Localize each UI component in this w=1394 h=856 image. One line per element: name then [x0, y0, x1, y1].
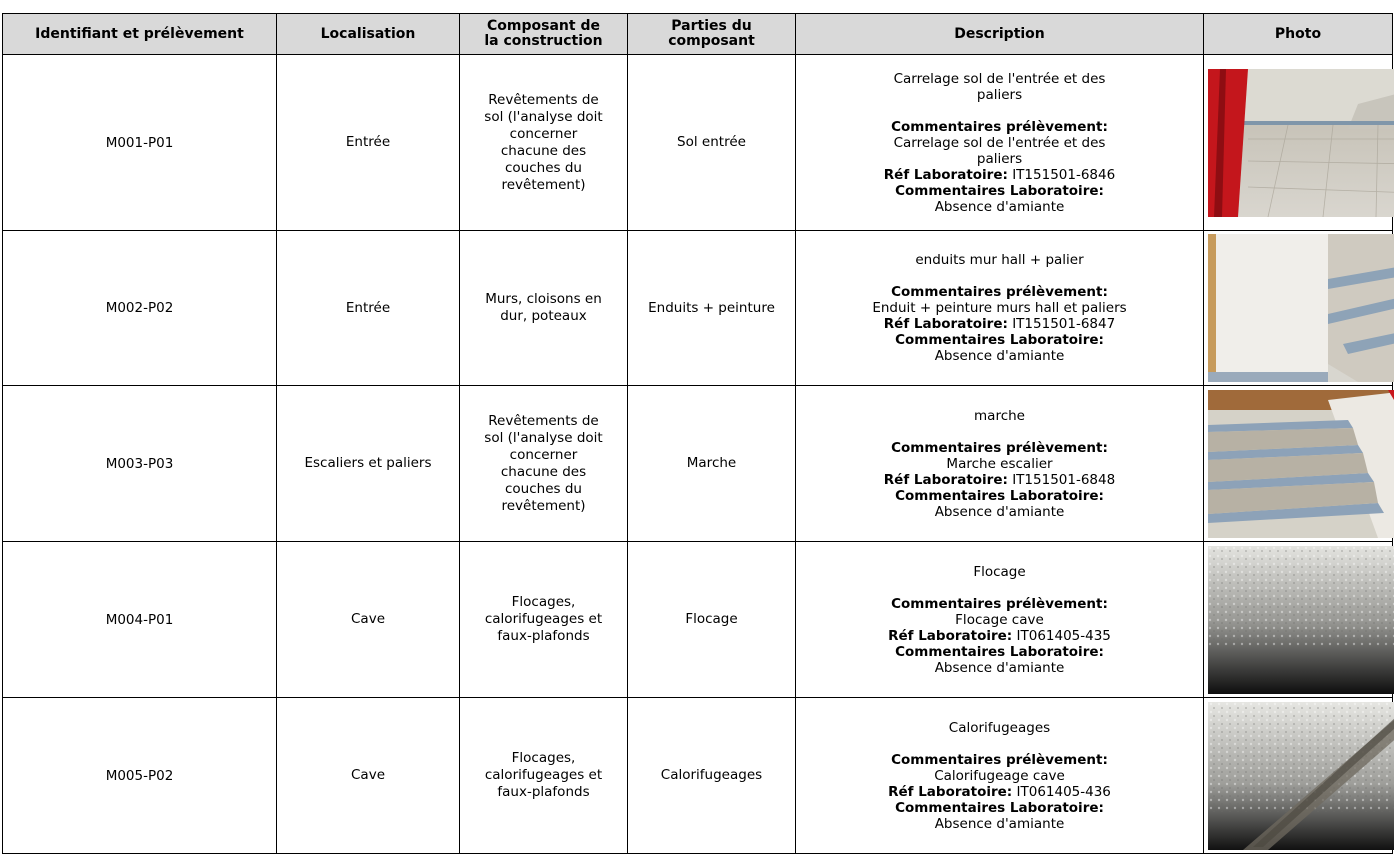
composant-line: calorifugeages et — [484, 767, 603, 783]
sampling-comment-line: Marche escalier — [946, 455, 1053, 472]
table-row — [3, 542, 1393, 698]
table-row — [3, 231, 1393, 386]
table-row — [3, 55, 1393, 231]
photo-cell — [1204, 231, 1393, 386]
composant-line: concerner — [509, 446, 578, 463]
composant-line: Murs, cloisons en — [485, 291, 602, 307]
composant-line: calorifugeages et — [484, 611, 603, 627]
photo-cell — [1204, 386, 1393, 542]
cellar-pipe-insulation-photo — [1208, 702, 1394, 850]
composant-line: Revêtements de — [488, 91, 599, 108]
lab-ref-label: Réf Laboratoire: — [883, 166, 1008, 183]
lab-comment-label: Commentaires Laboratoire: — [895, 643, 1104, 660]
lab-ref-value: IT061405-436 — [1016, 783, 1111, 800]
description-title-line: enduits mur hall + palier — [915, 252, 1084, 268]
sample-id: M004-P01 — [3, 542, 277, 698]
lab-comment-label: Commentaires Laboratoire: — [895, 487, 1104, 504]
description-title-line: Calorifugeages — [948, 719, 1051, 736]
lab-comment-value: Absence d'amiante — [934, 348, 1065, 364]
description — [796, 386, 1204, 542]
description-title-line: marche — [974, 407, 1025, 424]
sampling-comment-label: Commentaires prélèvement: — [891, 595, 1108, 612]
table-row — [3, 386, 1393, 542]
composant — [460, 386, 628, 542]
composant-line: concerner — [509, 125, 578, 142]
cellar-ceiling-photo — [1208, 546, 1394, 694]
photo-cell — [1204, 55, 1393, 231]
composant — [460, 542, 628, 698]
composant-line: Revêtements de — [488, 412, 599, 429]
entrance-floor-tiles-photo — [1208, 69, 1394, 217]
composant-line: couches du — [505, 159, 582, 176]
description-title-line: Carrelage sol de l'entrée et des — [893, 70, 1106, 87]
composant-line: revêtement) — [501, 497, 586, 514]
sampling-comment-line: Carrelage sol de l'entrée et des — [893, 134, 1106, 151]
localisation: Cave — [277, 542, 460, 698]
header-row — [3, 14, 1393, 55]
composant-line: faux-plafonds — [497, 784, 590, 800]
lab-ref-value: IT151501-6846 — [1012, 166, 1116, 183]
localisation: Cave — [277, 698, 460, 854]
lab-ref-label: Réf Laboratoire: — [883, 316, 1008, 332]
header-id: Identifiant et prélèvement — [3, 14, 277, 55]
composant-line: sol (l'analyse doit — [484, 429, 603, 446]
description-title-line: Flocage — [973, 563, 1026, 580]
description-title-line: paliers — [976, 86, 1023, 103]
localisation: Entrée — [277, 55, 460, 231]
sampling-comment-label: Commentaires prélèvement: — [891, 751, 1108, 768]
composant-line: faux-plafonds — [497, 628, 590, 644]
lab-ref-label: Réf Laboratoire: — [888, 783, 1013, 800]
localisation: Escaliers et paliers — [277, 386, 460, 542]
table-row — [3, 698, 1393, 854]
sample-id: M001-P01 — [3, 55, 277, 231]
header-parties: Parties du composant — [628, 14, 796, 55]
composant — [460, 55, 628, 231]
lab-ref-label: Réf Laboratoire: — [888, 627, 1013, 644]
lab-comment-value: Absence d'amiante — [934, 659, 1065, 676]
lab-ref-value: IT151501-6847 — [1012, 316, 1116, 332]
partie-composant: Enduits + peinture — [628, 231, 796, 386]
sampling-comment-line: Flocage cave — [955, 611, 1044, 628]
description — [796, 55, 1204, 231]
sampling-comment-line: Enduit + peinture murs hall et paliers — [872, 300, 1127, 316]
composant-line: dur, poteaux — [500, 308, 587, 324]
photo-cell — [1204, 698, 1393, 854]
description — [796, 542, 1204, 698]
partie-composant: Flocage — [628, 542, 796, 698]
partie-composant: Calorifugeages — [628, 698, 796, 854]
composant-line: Flocages, — [511, 594, 576, 610]
sample-id: M005-P02 — [3, 698, 277, 854]
composant-line: chacune des — [500, 463, 587, 480]
header-photo: Photo — [1204, 14, 1393, 55]
composant-line: revêtement) — [501, 176, 586, 193]
header-composant: Composant de la construction — [460, 14, 628, 55]
photo-cell — [1204, 542, 1393, 698]
lab-comment-value: Absence d'amiante — [934, 198, 1065, 215]
lab-ref-label: Réf Laboratoire: — [883, 471, 1008, 488]
composant-line: Flocages, — [511, 750, 576, 766]
description — [796, 698, 1204, 854]
sampling-comment-line: Calorifugeage cave — [934, 767, 1065, 784]
lab-comment-value: Absence d'amiante — [934, 815, 1065, 832]
lab-comment-label: Commentaires Laboratoire: — [895, 332, 1104, 348]
header-description: Description — [796, 14, 1204, 55]
composant-line: sol (l'analyse doit — [484, 108, 603, 125]
sampling-comment-label: Commentaires prélèvement: — [891, 284, 1108, 300]
lab-ref-value: IT061405-435 — [1016, 627, 1111, 644]
lab-comment-value: Absence d'amiante — [934, 503, 1065, 520]
composant — [460, 231, 628, 386]
sampling-comment-line: paliers — [976, 150, 1023, 167]
composant-line: chacune des — [500, 142, 587, 159]
description — [796, 231, 1204, 386]
sampling-comment-label: Commentaires prélèvement: — [891, 439, 1108, 456]
header-localisation: Localisation — [277, 14, 460, 55]
sampling-comment-label: Commentaires prélèvement: — [891, 118, 1108, 135]
lab-comment-label: Commentaires Laboratoire: — [895, 182, 1104, 199]
sampling-report-table — [2, 13, 1393, 854]
hall-wall-photo — [1208, 234, 1394, 382]
sample-id: M003-P03 — [3, 386, 277, 542]
lab-comment-label: Commentaires Laboratoire: — [895, 799, 1104, 816]
localisation: Entrée — [277, 231, 460, 386]
sample-id: M002-P02 — [3, 231, 277, 386]
partie-composant: Marche — [628, 386, 796, 542]
composant-line: couches du — [505, 480, 582, 497]
partie-composant: Sol entrée — [628, 55, 796, 231]
staircase-photo — [1208, 390, 1394, 538]
lab-ref-value: IT151501-6848 — [1012, 471, 1116, 488]
composant — [460, 698, 628, 854]
